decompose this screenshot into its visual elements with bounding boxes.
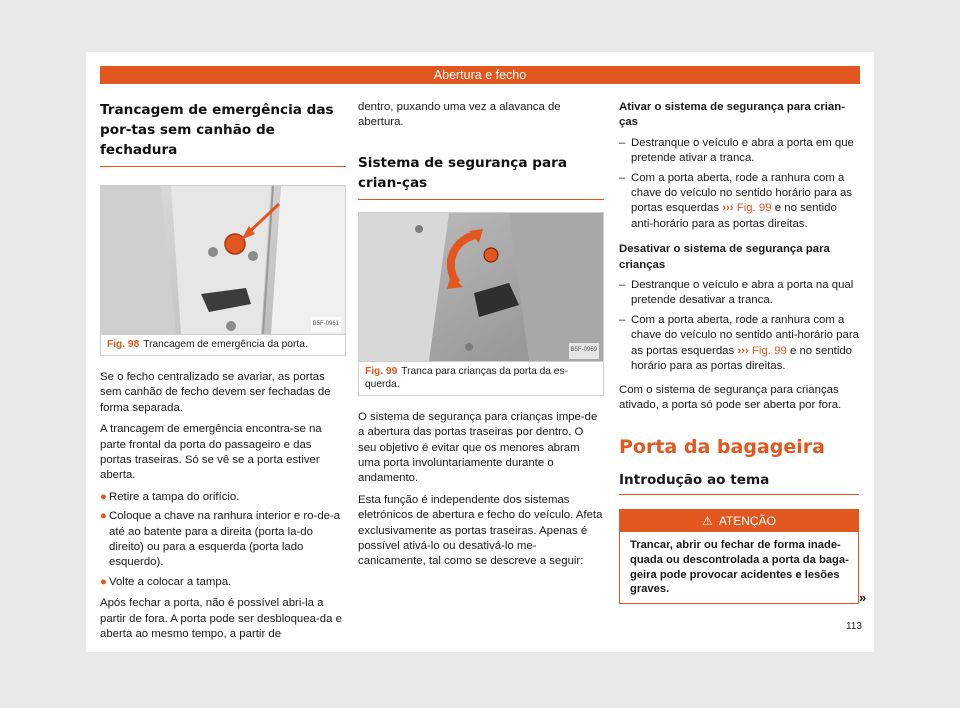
figure-label: Fig. 99 bbox=[365, 365, 398, 377]
figure-99 bbox=[358, 212, 604, 396]
list-item bbox=[100, 490, 346, 505]
figure-caption-text: Trancagem de emergência da porta. bbox=[143, 339, 308, 350]
paragraph: Esta função é independente dos sistemas eletrónicos de abertura e fecho do veículo. Afeta exclusivamente as portas traseiras. Apenas é possível ativá-lo ou desativá-lo me-canicamente, tal como se descreve a seguir: bbox=[358, 493, 603, 568]
list-item: – Com a porta aberta, rode a ranhura com a chave do veículo no sentido horário para as portas esquerdas ››› Fig. 99 e no sentido anti-horário para as portas direitas. bbox=[619, 171, 852, 230]
child-safety-lock-image bbox=[359, 213, 603, 361]
list-item-text: Volte a colocar a tampa. bbox=[109, 575, 232, 588]
list-item bbox=[100, 509, 346, 571]
section-heading-child-safety: Sistema de segurança para crian-ças bbox=[358, 153, 604, 200]
list-item-text: e no sentido horário para as portas direitas. bbox=[631, 344, 853, 373]
door-emergency-lock-image bbox=[101, 186, 345, 334]
bullet-icon: ● bbox=[100, 510, 107, 523]
list-item-text: Com a porta aberta, rode a ranhura com a chave do veículo no sentido anti-horário para as portas esquerdas bbox=[631, 313, 859, 357]
column-3 bbox=[619, 100, 859, 604]
continue-icon: » bbox=[859, 590, 867, 605]
list-item-text: e no sentido anti-horário para as portas direitas. bbox=[631, 202, 837, 230]
figure-code: B5F-0961 bbox=[311, 317, 341, 332]
list-item-text: Com a porta aberta, rode a ranhura com a chave do veículo no sentido horário para as portas esquerdas bbox=[631, 171, 852, 215]
paragraph: dentro, puxando uma vez a alavanca de abertura. bbox=[358, 101, 561, 129]
paragraph: O sistema de segurança para crianças impe-de a abertura das portas traseiras por dentro. O seu objetivo é evitar que os menores abram uma porta involuntariamente durante o andamento. bbox=[358, 410, 598, 485]
list-item: – Destranque o veículo e abra a porta na qual pretende desativar a tranca. bbox=[619, 279, 854, 307]
column-2 bbox=[358, 100, 604, 576]
figure-caption bbox=[359, 361, 603, 395]
bullet-icon: ● bbox=[100, 490, 107, 503]
figure-code: B5F-0959 bbox=[569, 343, 599, 358]
bullet-icon: ● bbox=[100, 575, 107, 588]
figure-98 bbox=[100, 185, 346, 356]
list-item-text: Retire a tampa do orifício. bbox=[109, 490, 240, 503]
figure-link[interactable] bbox=[722, 202, 771, 214]
ref-arrows: ››› bbox=[737, 344, 749, 357]
section-title-tailgate: Porta da bagageira bbox=[619, 436, 825, 459]
list-item: – Destranque o veículo e abra a porta em que pretende ativar a tranca. bbox=[619, 136, 854, 165]
figure-label: Fig. 98 bbox=[107, 339, 140, 350]
ref-arrows: ››› bbox=[722, 202, 734, 215]
door-lock-illustration bbox=[101, 186, 345, 334]
activate-heading: Ativar o sistema de segurança para crian-ças bbox=[619, 101, 846, 129]
warning-text: Trancar, abrir ou fechar de forma inade-quada ou descontrolada a porta da baga-geira pode provocar acidentes e lesões graves. bbox=[630, 539, 849, 596]
warning-box bbox=[619, 509, 859, 603]
paragraph: Com o sistema de segurança para crianças ativado, a porta só pode ser aberta por fora. bbox=[619, 383, 842, 411]
paragraph: Após fechar a porta, não é possível abri-la a partir de fora. A porta pode ser desbloquea-da e aberta ao mesmo tempo, a partir de bbox=[100, 597, 342, 641]
list-item: – Com a porta aberta, rode a ranhura com a chave do veículo no sentido anti-horário para as portas esquerdas ››› Fig. 99 e no sentido horário para as portas direitas. bbox=[619, 313, 859, 373]
figure-ref-text: Fig. 99 bbox=[736, 202, 772, 215]
warning-header bbox=[620, 510, 858, 532]
section-heading-emergency-lock: Trancagem de emergência das por-tas sem canhão de fechadura bbox=[100, 100, 346, 167]
paragraph: Se o fecho centralizado se avariar, as portas sem canhão de fecho devem ser fechadas de forma separada. bbox=[100, 371, 331, 414]
warning-triangle-icon: ⚠ bbox=[702, 514, 713, 529]
paragraph: A trancagem de emergência encontra-se na parte frontal da porta do passageiro e das portas traseiras. Só se vê se a porta estiver aberta. bbox=[100, 423, 322, 482]
figure-caption-text: Tranca para crianças da porta da es-querda. bbox=[365, 365, 568, 390]
column-1 bbox=[100, 100, 346, 649]
child-lock-illustration bbox=[359, 213, 603, 361]
list-item bbox=[100, 575, 346, 590]
warning-label: ATENÇÃO bbox=[718, 514, 776, 529]
page-number: 113 bbox=[846, 621, 862, 632]
figure-ref-text: Fig. 99 bbox=[751, 344, 787, 357]
figure-link[interactable] bbox=[737, 345, 786, 357]
list-item-text: Destranque o veículo e abra a porta em que pretende ativar a tranca. bbox=[631, 136, 854, 165]
deactivate-heading: Desativar o sistema de segurança para crianças bbox=[619, 243, 830, 271]
list-item-text: Destranque o veículo e abra a porta na qual pretende desativar a tranca. bbox=[631, 279, 854, 307]
figure-caption bbox=[101, 334, 345, 355]
chapter-header: Abertura e fecho bbox=[100, 66, 860, 84]
list-item-text: Coloque a chave na ranhura interior e ro-de-a até ao batente para a direita (porta la-do direito) ou para a esquerda (porta lado esquerdo). bbox=[109, 510, 341, 569]
subsection-title: Introdução ao tema bbox=[619, 471, 859, 495]
